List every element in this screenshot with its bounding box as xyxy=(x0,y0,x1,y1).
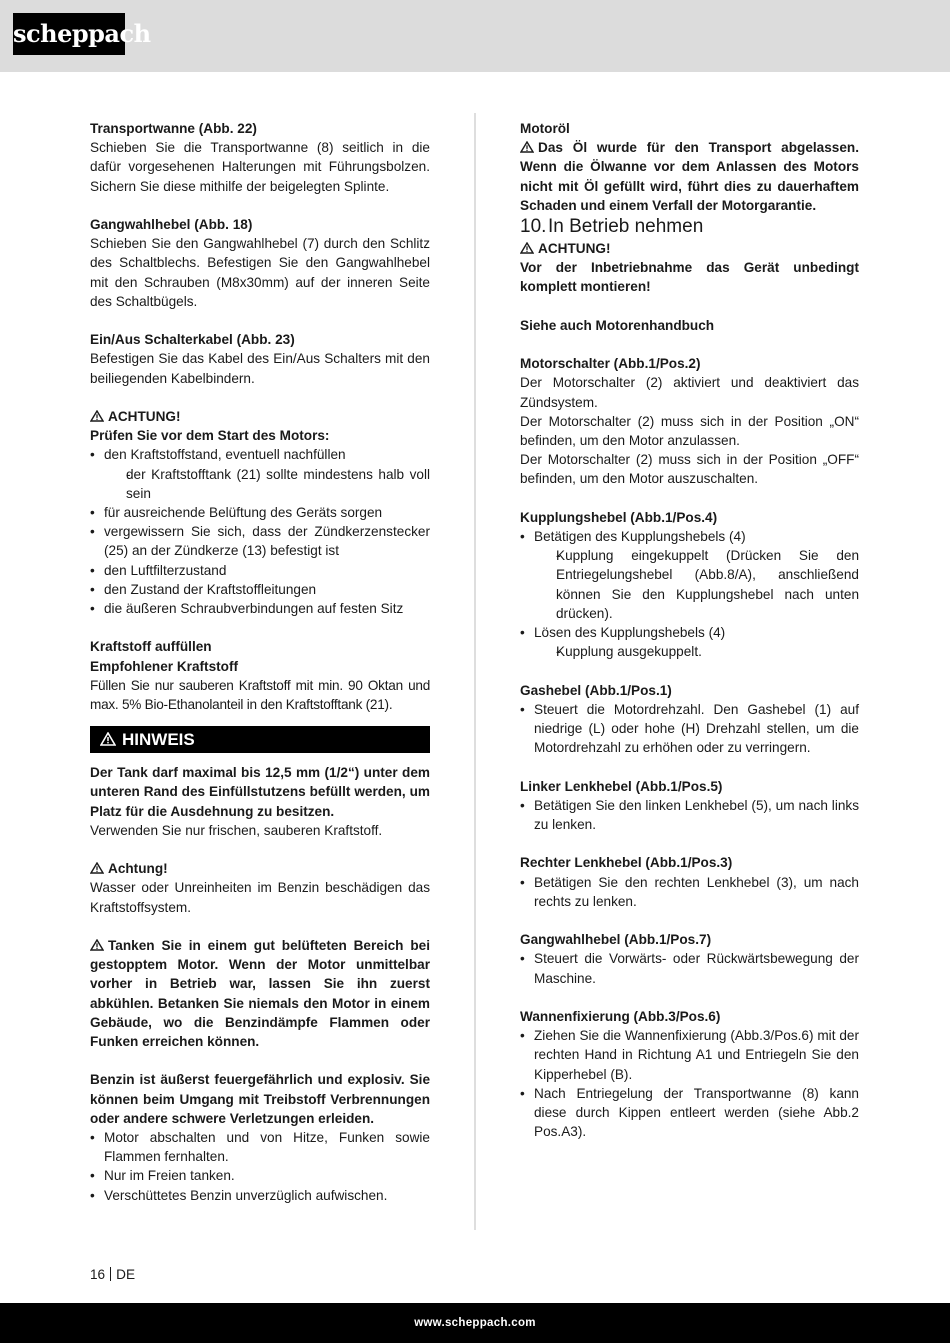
list-item: • Betätigen Sie den linken Lenkhebel (5), um nach links zu lenken. xyxy=(520,796,859,834)
tanken-warning xyxy=(90,936,430,1051)
gangwahl-text: Schieben Sie den Gangwahlhebel (7) durch den Schlitz des Schaltblechs. Befestigen Sie den Gangwahlhebel mit den Schrauben (M8x30mm) auf der inneren Seite des Schaltbügels. xyxy=(90,236,430,309)
einaus-text: Befestigen Sie das Kabel des Ein/Aus Schalters mit den beiliegenden Kabelbindern. xyxy=(90,351,430,386)
motorschalter-heading: Motorschalter (Abb.1/Pos.2) xyxy=(520,356,701,372)
list-item: • Motor abschalten und von Hitze, Funken sowie Flammen fernhalten. xyxy=(90,1128,430,1166)
hinweis-label: HINWEIS xyxy=(122,730,195,750)
pruefen-list xyxy=(90,445,430,618)
list-item: • Steuert die Vorwärts- oder Rückwärtsbewegung der Maschine. xyxy=(520,949,859,987)
warning-triangle-icon xyxy=(90,410,104,422)
benzin-list xyxy=(90,1128,430,1205)
language-code: DE xyxy=(116,1267,136,1282)
motorschalter-text-3: Der Motorschalter (2) muss sich in der Position „OFF“ befinden, um den Motor auszuschalten. xyxy=(520,452,859,487)
kraftstoff-text: Füllen Sie nur sauberen Kraftstoff mit min. 90 Oktan und max. 5% Bio-Ethanolanteil in den Kraftstofftank (21). xyxy=(90,677,430,713)
warning-triangle-icon xyxy=(100,732,116,746)
sub-list xyxy=(534,546,859,623)
list-item: • den Kraftstoffstand, eventuell nachfüllen - der Kraftstofftank (21) sollte mindestens halb voll sein xyxy=(90,445,430,503)
list-item: • Steuert die Motordrehzahl. Den Gashebel (1) auf niedrige (L) oder hohe (H) Drehzahl stellen, um die Motordrehzahl zu erhöhen oder zu verringern. xyxy=(520,700,859,758)
hinweis-banner xyxy=(90,726,430,753)
list-item: • den Zustand der Kraftstoffleitungen xyxy=(90,580,430,599)
gashebel-heading: Gashebel (Abb.1/Pos.1) xyxy=(520,682,672,698)
list-item: • für ausreichende Belüftung des Geräts sorgen xyxy=(90,503,430,522)
page-header xyxy=(0,0,950,72)
sub-list xyxy=(104,465,430,503)
rechter-lenkhebel-heading: Rechter Lenkhebel (Abb.1/Pos.3) xyxy=(520,855,733,871)
achtung-heading xyxy=(90,407,430,426)
einaus-heading: Ein/Aus Schalterkabel (Abb. 23) xyxy=(90,332,295,348)
achtung-heading xyxy=(520,239,859,258)
tank-text: Verwenden Sie nur frischen, sauberen Kraftstoff. xyxy=(90,822,383,838)
motorenhandbuch-note: Siehe auch Motorenhandbuch xyxy=(520,317,715,333)
motorschalter-text-1: Der Motorschalter (2) aktiviert und deaktiviert das Zündsystem. xyxy=(520,375,859,410)
gangwahlhebel-heading: Gangwahlhebel (Abb.1/Pos.7) xyxy=(520,932,712,948)
warning-triangle-icon xyxy=(520,242,534,254)
wasser-text: Wasser oder Unreinheiten im Benzin beschädigen das Kraftstoffsystem. xyxy=(90,880,430,915)
kraftstoff-subheading: Empfohlener Kraftstoff xyxy=(90,658,239,674)
list-item: - Kupplung ausgekuppelt. xyxy=(534,642,859,661)
transport-heading: Transportwanne (Abb. 22) xyxy=(90,121,257,136)
kraftstoff-heading: Kraftstoff auffüllen xyxy=(90,639,212,655)
list-item: • Nach Entriegelung der Transportwanne (8) kann diese durch Kippen entleert werden (siehe Abb.2 Pos.A3). xyxy=(520,1084,859,1142)
warning-triangle-icon xyxy=(520,141,534,153)
section-number: 10. xyxy=(520,216,547,238)
scheppach-logo: scheppach xyxy=(13,13,125,55)
motoroel-warning xyxy=(520,138,859,215)
warning-triangle-icon xyxy=(90,862,104,874)
page-number-value: 16 xyxy=(90,1267,106,1282)
list-item: • die äußeren Schraubverbindungen auf festen Sitz xyxy=(90,599,430,618)
achtung-label: ACHTUNG! xyxy=(538,241,611,257)
list-item: • Nur im Freien tanken. xyxy=(90,1166,430,1185)
list-item: • Ziehen Sie die Wannenfixierung (Abb.3/Pos.6) mit der rechten Hand in Richtung A1 und Entriegeln Sie den Kipperhebel (B). xyxy=(520,1026,859,1084)
list-item: • Verschüttetes Benzin unverzüglich aufwischen. xyxy=(90,1186,430,1205)
linker-lenkhebel-heading: Linker Lenkhebel (Abb.1/Pos.5) xyxy=(520,778,723,794)
right-column xyxy=(520,119,859,1141)
list-item: • Betätigen des Kupplungshebels (4) - Kupplung eingekuppelt (Drücken Sie den Entriegelungshebel (Abb.8/A), anschließend können Sie den Kupplungshebel nach unten drücken). xyxy=(520,527,859,623)
motoroel-text: Das Öl wurde für den Transport abgelassen. Wenn die Ölwanne vor dem Anlassen des Motors nicht mit Öl gefüllt wird, führt dies zu dauerhaftem Schaden und einem Verfall der Motorgarantie. xyxy=(520,140,859,213)
pruefen-heading: Prüfen Sie vor dem Start des Motors: xyxy=(90,428,330,444)
gangwahlhebel-list xyxy=(520,949,859,987)
motoroel-heading: Motoröl xyxy=(520,121,570,136)
wannenfixierung-list xyxy=(520,1026,859,1141)
tank-warning: Der Tank darf maximal bis 12,5 mm (1/2“) unter dem unteren Rand des Einfüllstutzens befüllt werden, um Platz für die Ausdehnung zu besitzen. xyxy=(90,765,430,819)
wannenfixierung-heading: Wannenfixierung (Abb.3/Pos.6) xyxy=(520,1009,721,1025)
kupplung-list xyxy=(520,527,859,661)
achtung2-heading xyxy=(90,859,430,878)
warning-triangle-icon xyxy=(90,939,104,951)
list-item: • vergewissern Sie sich, dass der Zündkerzenstecker (25) an der Zündkerze (13) befestigt ist xyxy=(90,522,430,560)
page-number xyxy=(90,1265,135,1284)
section-title: In Betrieb nehmen xyxy=(548,216,704,238)
column-divider xyxy=(474,113,476,1230)
page-footer xyxy=(0,1303,950,1343)
list-item: • Lösen des Kupplungshebels (4) - Kupplung ausgekuppelt. xyxy=(520,623,859,661)
tanken-text: Tanken Sie in einem gut belüfteten Bereich bei gestopptem Motor. Wenn der Motor unmittelbar vorher in Betrieb war, lassen Sie ihn zuerst abkühlen. Betanken Sie niemals den Motor in einem Gebäude, wo die Benzindämpfe Flammen oder Funken erreichen können. xyxy=(90,938,430,1050)
rechter-lenkhebel-list xyxy=(520,873,859,911)
achtung-label: ACHTUNG! xyxy=(108,409,181,424)
gashebel-list xyxy=(520,700,859,758)
motorschalter-text-2: Der Motorschalter (2) muss sich in der Position „ON“ befinden, um den Motor anzulassen. xyxy=(520,413,859,449)
transport-text: Schieben Sie die Transportwanne (8) seitlich in die dafür vorgesehenen Halterungen mit Führungsbolzen. Sichern Sie diese mithilfe der beigelegten Splinte. xyxy=(90,140,430,194)
list-item: - Kupplung eingekuppelt (Drücken Sie den Entriegelungshebel (Abb.8/A), anschließend können Sie den Kupplungshebel nach unten drücken). xyxy=(534,546,859,623)
benzin-warning: Benzin ist äußerst feuergefährlich und explosiv. Sie können beim Umgang mit Treibstoff Verbrennungen oder andere schwere Verletzungen erleiden. xyxy=(90,1072,430,1126)
list-item: - der Kraftstofftank (21) sollte mindestens halb voll sein xyxy=(104,465,430,503)
achtung2-label: Achtung! xyxy=(108,861,168,877)
section-heading xyxy=(520,215,859,239)
linker-lenkhebel-list xyxy=(520,796,859,834)
list-item: • Betätigen Sie den rechten Lenkhebel (3), um nach rechts zu lenken. xyxy=(520,873,859,911)
montieren-warning: Vor der Inbetriebnahme das Gerät unbedingt komplett montieren! xyxy=(520,260,859,295)
gangwahl-heading: Gangwahlhebel (Abb. 18) xyxy=(90,217,253,232)
list-item: • den Luftfilterzustand xyxy=(90,561,430,580)
left-column xyxy=(90,119,430,1205)
website-link[interactable]: www.scheppach.com xyxy=(414,1317,536,1329)
sub-list xyxy=(534,642,859,661)
kupplung-heading: Kupplungshebel (Abb.1/Pos.4) xyxy=(520,509,718,525)
page-number-separator xyxy=(110,1267,111,1281)
